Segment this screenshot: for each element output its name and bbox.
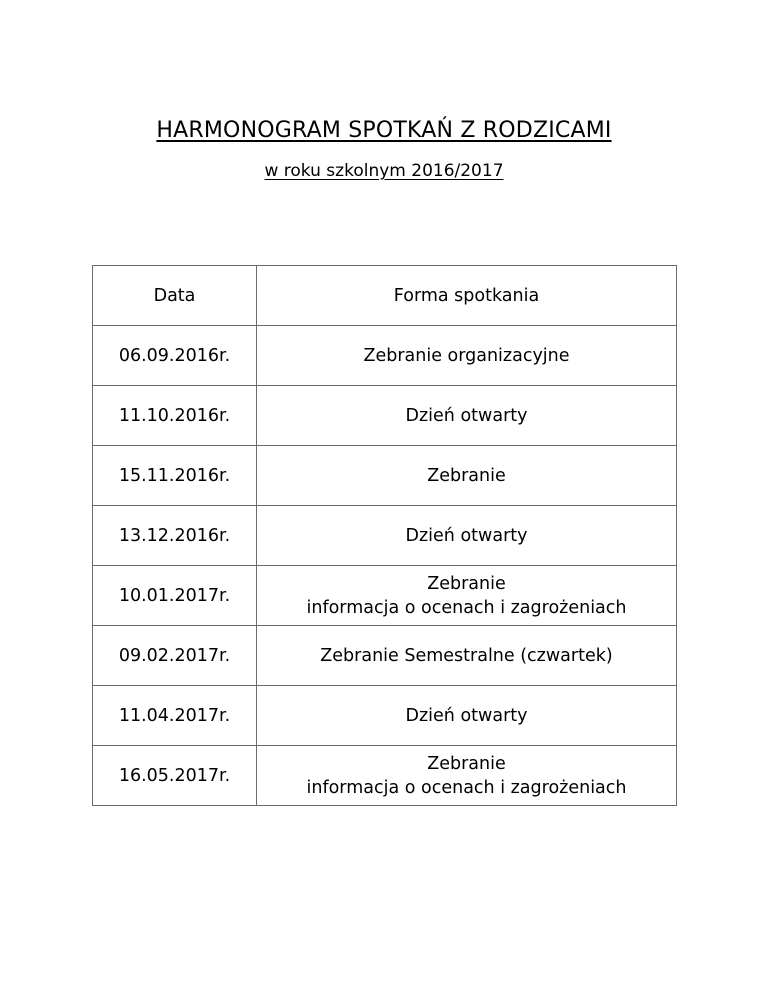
row-form [257,746,677,806]
page-subtitle: w roku szkolnym 2016/2017 [264,161,504,181]
table-row [93,386,677,446]
meeting-schedule-table [92,265,677,806]
row-form [257,386,677,446]
header-form: Forma spotkania [257,266,677,326]
table-row [93,626,677,686]
row-form [257,626,677,686]
row-form-line1: Dzień otwarty [405,705,528,726]
table-row [93,446,677,506]
page-title: HARMONOGRAM SPOTKAŃ Z RODZICAMI [156,118,612,143]
table-row [93,326,677,386]
row-form-line1: Zebranie organizacyjne [363,345,570,366]
header-date: Data [93,266,257,326]
row-form-line2: informacja o ocenach i zagrożeniach [306,777,627,798]
row-form-line1: Zebranie [427,753,506,774]
table-header-row [93,266,677,326]
row-date: 09.02.2017r. [93,626,257,686]
row-date: 15.11.2016r. [93,446,257,506]
row-form-line1: Dzień otwarty [405,405,528,426]
row-date: 06.09.2016r. [93,326,257,386]
row-form-line2: informacja o ocenach i zagrożeniach [306,597,627,618]
row-form-line1: Dzień otwarty [405,525,528,546]
row-form-line1: Zebranie [427,573,506,594]
row-form [257,446,677,506]
row-form [257,326,677,386]
row-date: 10.01.2017r. [93,566,257,626]
table-row [93,566,677,626]
row-date: 13.12.2016r. [93,506,257,566]
row-form-line1: Zebranie Semestralne (czwartek) [320,645,613,666]
row-form [257,506,677,566]
row-date: 11.04.2017r. [93,686,257,746]
table-row [93,746,677,806]
table-row [93,506,677,566]
row-form-line1: Zebranie [427,465,506,486]
row-form [257,686,677,746]
row-form [257,566,677,626]
row-date: 16.05.2017r. [93,746,257,806]
row-date: 11.10.2016r. [93,386,257,446]
table-row [93,686,677,746]
